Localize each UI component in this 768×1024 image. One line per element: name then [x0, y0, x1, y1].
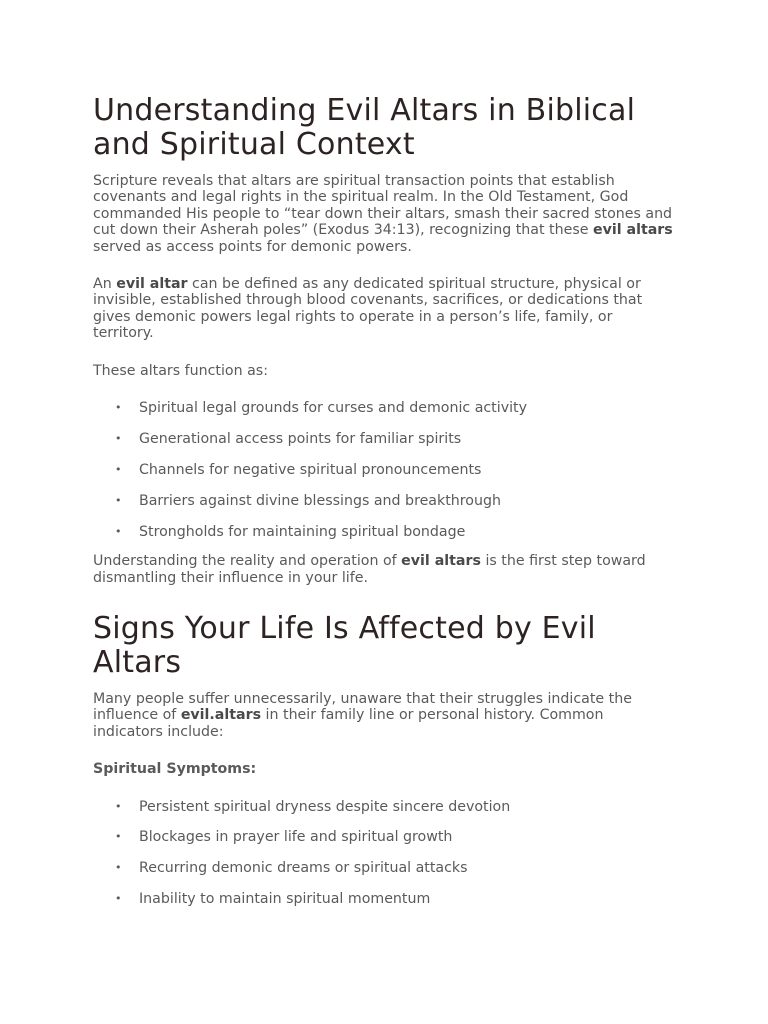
paragraph-scripture [93, 173, 675, 255]
paragraph-functions-intro: These altars function as: [93, 362, 268, 379]
list-item-text: Persistent spiritual dryness despite sincere devotion [139, 798, 511, 815]
bold-evil-altar: evil altar [116, 276, 188, 293]
list-item [115, 891, 675, 907]
bold-evil-altars-3: evil.altars [180, 707, 262, 724]
bullet-icon: • [115, 892, 122, 906]
bullet-icon: • [115, 462, 122, 476]
list-item-text: Barriers against divine blessings and breakthrough [139, 492, 501, 509]
list-item [115, 860, 675, 876]
paragraph-signs-intro [93, 691, 675, 740]
paragraph-scripture-text: Scripture reveals that altars are spiritual transaction points that establish covenants and legal rights in the spiritual realm. In the Old Testament, God commanded His people to “tear down their altars, smash their sacred stones and cut down their Asherah poles” (Exodus 34:13), recognizing that these [93, 173, 673, 239]
bullet-icon: • [115, 493, 122, 507]
bullet-icon: • [115, 431, 122, 445]
bullet-icon: • [115, 799, 122, 813]
list-item-text: Channels for negative spiritual pronouncements [139, 461, 482, 478]
list-item-text: Strongholds for maintaining spiritual bondage [139, 523, 466, 540]
list-item-text: Spiritual legal grounds for curses and demonic activity [139, 400, 527, 417]
bold-evil-altars: evil altars [592, 222, 673, 239]
list-item [115, 462, 675, 478]
symptoms-list [93, 799, 675, 908]
list-item-text: Inability to maintain spiritual momentum [139, 891, 431, 908]
subheading-spiritual-symptoms: Spiritual Symptoms: [93, 761, 257, 778]
paragraph-signs-after: in their family line or personal history. Common indicators include: [93, 707, 604, 740]
paragraph-definition [93, 276, 675, 342]
list-item [115, 493, 675, 509]
list-item-text: Recurring demonic dreams or spiritual attacks [139, 860, 468, 877]
bullet-icon: • [115, 524, 122, 538]
bullet-icon: • [115, 401, 122, 415]
section-heading-evil-altars-context: Understanding Evil Altars in Biblical and Spiritual Context [93, 93, 636, 162]
paragraph-definition-before: An [93, 276, 117, 293]
paragraph-understanding-after: is the first step toward dismantling their influence in your life. [93, 553, 646, 586]
section-heading-signs: Signs Your Life Is Affected by Evil Altars [93, 610, 596, 680]
paragraph-understanding-before: Understanding the reality and operation of [93, 553, 402, 570]
list-item [115, 431, 675, 447]
list-item [115, 799, 675, 815]
bullet-icon: • [115, 830, 122, 844]
list-item [115, 829, 675, 845]
bullet-icon: • [115, 861, 122, 875]
list-item-text: Generational access points for familiar spirits [139, 430, 462, 447]
list-item [115, 524, 675, 540]
paragraph-scripture-after: served as access points for demonic powers. [93, 238, 412, 255]
paragraph-understanding [93, 553, 675, 586]
list-item [115, 400, 675, 416]
paragraph-definition-text: can be defined as any dedicated spiritual structure, physical or invisible, established through blood covenants, sacrifices, or dedications that gives demonic powers legal rights to operate in a person’s life, family, or territory. [93, 276, 643, 342]
functions-list [93, 400, 675, 540]
bold-evil-altars-2: evil altars [401, 553, 481, 570]
list-item-text: Blockages in prayer life and spiritual growth [139, 829, 453, 846]
paragraph-signs-before: Many people suffer unnecessarily, unaware that their struggles indicate the influence of [93, 690, 632, 724]
